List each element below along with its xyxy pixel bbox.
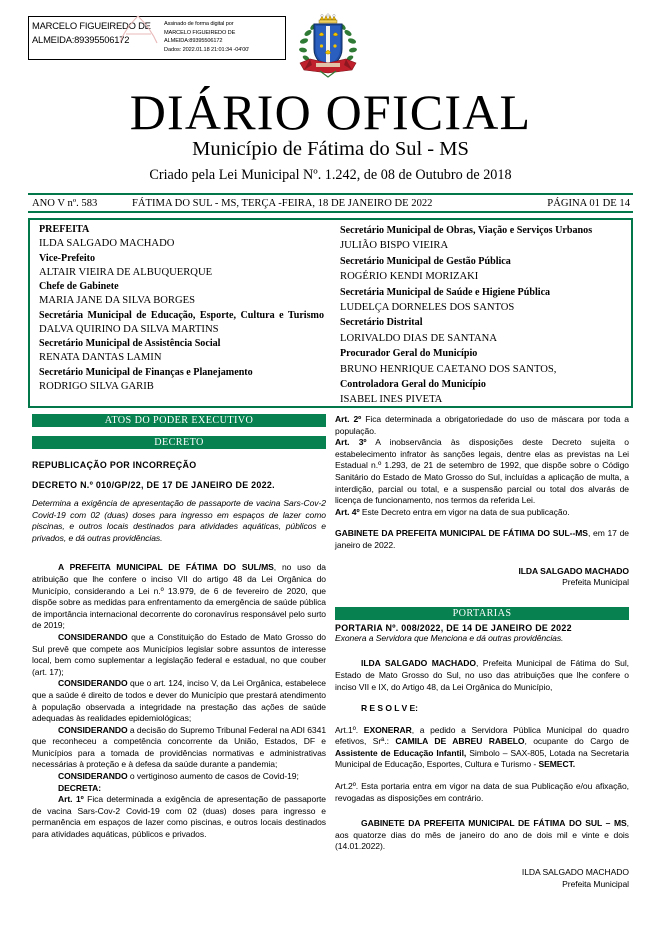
section-header-atos: ATOS DO PODER EXECUTIVO bbox=[32, 414, 326, 427]
signature-meta-line-1: Assinado de forma digital por bbox=[164, 21, 234, 27]
secretariat-acronym: SEMECT. bbox=[538, 759, 576, 770]
art-label: Art. 2º bbox=[335, 414, 362, 424]
portaria-resolve: R E S O L V E: bbox=[361, 703, 418, 714]
decreto-signer-role: Prefeita Municipal bbox=[562, 577, 629, 588]
decreto-ementa: Determina a exigência de apresentação de passaporte de vacina Sars-Cov-2 Covid-19 com 02 (duas) doses para ingresso em espaços de lazer como piscinas, e outros locais destinados para atividades aquáticas, públicos e privados, e dá outras providências. bbox=[32, 498, 326, 543]
decreto-art-3 bbox=[335, 437, 629, 507]
portaria-signer-name: ILDA SALGADO MACHADO bbox=[521, 867, 629, 878]
decreta-label: DECRETA: bbox=[58, 782, 102, 793]
section-header-decreto: DECRETO bbox=[32, 436, 326, 449]
republicacao-heading: REPUBLICAÇÃO POR INCORREÇÃO bbox=[32, 460, 197, 470]
official-name: RENATA DANTAS LAMIN bbox=[39, 352, 162, 364]
portaria-preambulo-bold: ILDA SALGADO MACHADO bbox=[361, 658, 476, 669]
signature-name: MARCELO FIGUEIREDO DE ALMEIDA:89395506172 bbox=[32, 20, 151, 45]
infobar-year-issue: ANO V nº. 583 bbox=[32, 197, 98, 209]
coat-of-arms-icon bbox=[292, 13, 364, 81]
official-name: LORIVALDO DIAS DE SANTANA bbox=[340, 332, 497, 344]
signature-meta-line-4: Dados: 2022.01.18 21:01:34 -04'00' bbox=[164, 46, 250, 53]
considerando-text: que a Constituição do Estado de Mato Grosso do Sul prevê que compete aos Municípios legislar sobre assuntos de interesse local, bem como suplementar a legislação federal e estadual, no que couber (art. 17); bbox=[32, 631, 326, 677]
portaria-ementa: Exonera a Servidora que Menciona e dá outras providências. bbox=[335, 632, 564, 643]
considerando-text: que o art. 124, inciso V, da Lei Orgânica, estabelece que a saúde é direito de todos e dever do Município que prestará atendimento à população observada a integridade na prestação das ações de saúde adequadas às realidades epidemiológicas; bbox=[32, 678, 326, 724]
infobar-place-date: FÁTIMA DO SUL - MS, TERÇA -FEIRA, 18 DE JANEIRO DE 2022 bbox=[132, 197, 433, 209]
official-name: BRUNO HENRIQUE CAETANO DOS SANTOS, bbox=[340, 363, 557, 375]
decreto-number-heading: DECRETO N.º 010/GP/22, DE 17 DE JANEIRO DE 2022. bbox=[32, 480, 275, 490]
considerando-label: CONSIDERANDO bbox=[58, 678, 128, 689]
official-role: Chefe de Gabinete bbox=[39, 281, 119, 292]
portaria-preambulo-rest: , Prefeita Municipal de Fátima do Sul, Estado de Mato Grosso do Sul, no uso das atribuições que lhe confere o inciso VII e IX, do Artigo 48, da Lei Orgânica do Município, bbox=[335, 658, 629, 692]
art-label: Art. 1º bbox=[58, 794, 84, 805]
gabinete-date: , em 17 de janeiro de 2022. bbox=[335, 528, 629, 550]
signature-meta-line-2: MARCELO FIGUEIREDO DE bbox=[164, 29, 236, 36]
art-text: Fica determinada a obrigatoriedade do uso de máscara por toda a população. bbox=[335, 414, 629, 436]
officials-column-left bbox=[30, 223, 330, 406]
official-role: Secretário Municipal de Gestão Pública bbox=[340, 255, 511, 267]
official-role: PREFEITA bbox=[39, 224, 90, 235]
gabinete-line-2: DO SUL – MS bbox=[568, 818, 627, 829]
art-text-b: , ocupante do Cargo de bbox=[524, 736, 629, 747]
gabinete-date: , aos quatorze dias do mês de janeiro do ano de dois mil e vinte e dois (14.01.2022). bbox=[335, 818, 629, 852]
infobar-page-number: PÁGINA 01 DE 14 bbox=[547, 197, 630, 209]
gabinete-line-2: -MS bbox=[572, 528, 588, 539]
gabinete-line-1: GABINETE DA PREFEITA MUNICIPAL DE FÁTIMA bbox=[361, 818, 566, 829]
decreto-preambulo bbox=[32, 562, 326, 632]
official-name: MARIA JANE DA SILVA BORGES bbox=[39, 295, 195, 307]
digital-signature-stamp bbox=[28, 16, 286, 60]
official-role: Secretário Municipal de Finanças e Planejamento bbox=[39, 366, 253, 378]
official-role: Secretário Municipal de Assistência Social bbox=[39, 338, 221, 349]
decreto-considerando-1 bbox=[32, 632, 326, 678]
infobar bbox=[28, 195, 633, 212]
official-name: RODRIGO SILVA GARIB bbox=[39, 380, 154, 392]
signature-metadata bbox=[161, 17, 285, 59]
masthead-law-line: Criado pela Lei Municipal Nº. 1.242, de 08 de Outubro de 2018 bbox=[149, 167, 512, 183]
considerando-label: CONSIDERANDO bbox=[58, 724, 128, 735]
art-label: Art. 4º bbox=[335, 506, 360, 517]
decreto-considerando-3 bbox=[32, 725, 326, 771]
decreto-art-1 bbox=[32, 794, 326, 840]
art-text: Este Decreto entra em vigor na data de sua publicação. bbox=[359, 506, 570, 517]
official-role: Secretário Distrital bbox=[340, 317, 423, 329]
page-title: DIÁRIO OFICIAL bbox=[129, 84, 532, 140]
portaria-preambulo bbox=[335, 658, 629, 693]
considerando-text: a decisão do Supremo Tribunal Federal na ADI 6341 que reconheceu a competência concorrente da União, Estados, DF e Municípios para a tomada de providências normativas e administrativas necessárias à proteção e à defesa da saúde durante a pandemia; bbox=[32, 724, 327, 770]
official-name: LUDELÇA DORNELES DOS SANTOS bbox=[340, 302, 515, 314]
art-text-a: , a pedido a Servidora Pública Municipal do quadro efetivos, Srª.: bbox=[335, 724, 629, 747]
official-role: Secretária Municipal de Saúde e Higiene Pública bbox=[340, 286, 551, 298]
art-text-c: Simbolo – SAX-805, Lotada na Secretaria Municipal de Educação, Esportes, Cultura e Turismo - bbox=[335, 747, 630, 770]
official-name: ROGÉRIO KENDI MORIZAKI bbox=[340, 271, 479, 283]
exonerated-person-cargo: Assistente de Educação Infantil, bbox=[335, 747, 467, 758]
decreto-considerando-4 bbox=[32, 771, 326, 783]
officials-box bbox=[28, 218, 633, 408]
official-role: Controladora Geral do Município bbox=[340, 379, 486, 391]
official-name: ISABEL INES PIVETA bbox=[340, 394, 443, 406]
body-column-left bbox=[32, 414, 326, 841]
official-name: ILDA SALGADO MACHADO bbox=[39, 238, 175, 250]
decreto-preambulo-rest: , no uso da atribuição que lhe confere o inciso VII do artigo 48 da Lei Orgânica do Município, considerando a Lei n.º 13.979, de 6 de fevereiro de 2020, que dispõe sobre as medidas para enfrentamento da emergência de saúde pública de importância internacional decorrente do coronavírus responsável pelo surto de 2019; bbox=[32, 562, 326, 631]
official-role: Procurador Geral do Município bbox=[340, 348, 478, 360]
decreto-considerando-2 bbox=[32, 678, 326, 724]
art-text: A inobservância às disposições deste Decreto sujeita o estabelecimento infrator às sanções legais, dentre elas as previstas na Lei Estadual n.º 1.293, de 21 de setembro de 1992, que dispõe sobre o Código Sanitário do Estado de Mato Grosso do Sul, incluídas a aplicação de multa, a interdição, parcial ou total, e a suspensão parcial ou total dos alvarás de licença de funcionamento, nos termos da referida Lei. bbox=[335, 437, 629, 506]
considerando-label: CONSIDERANDO bbox=[58, 771, 128, 782]
decreto-art-2 bbox=[335, 414, 629, 437]
official-role: Vice-Prefeito bbox=[39, 252, 96, 264]
portaria-signer-role: Prefeita Municipal bbox=[562, 878, 629, 889]
masthead-subtitle: Município de Fátima do Sul - MS bbox=[192, 138, 469, 160]
section-header-portarias: PORTARIAS bbox=[335, 607, 629, 620]
considerando-text: o vertiginoso aumento de casos de Covid-19; bbox=[127, 771, 299, 782]
art-prefix: Art.1º. bbox=[335, 724, 364, 735]
masthead bbox=[0, 86, 661, 185]
considerando-label: CONSIDERANDO bbox=[58, 631, 128, 642]
gabinete-line-1: GABINETE DA PREFEITA MUNICIPAL DE FÁTIMA DO SUL- bbox=[335, 528, 573, 539]
infobar-bottom-rule bbox=[28, 211, 633, 213]
official-name: DALVA QUIRINO DA SILVA MARTINS bbox=[39, 323, 219, 335]
exonerated-person-name: CAMILA DE ABREU RABELO bbox=[395, 736, 525, 747]
portaria-art-2: Art.2º. Esta portaria entra em vigor na data de sua Publicação e/ou afixação, revogadas as disposições em contrário. bbox=[335, 781, 629, 803]
official-role: Secretário Municipal de Obras, Viação e Serviços Urbanos bbox=[340, 225, 593, 236]
officials-column-right bbox=[330, 223, 631, 406]
decreto-gabinete bbox=[335, 528, 629, 551]
decreto-art-4 bbox=[335, 507, 629, 519]
official-name: ALTAIR VIEIRA DE ALBUQUERQUE bbox=[39, 266, 213, 278]
portaria-art-1 bbox=[335, 725, 629, 771]
art-label: Art. 3º bbox=[335, 437, 367, 448]
signature-meta-line-3: ALMEIDA:89395506172 bbox=[164, 38, 223, 45]
portaria-number-heading: PORTARIA Nº. 008/2022, DE 14 DE JANEIRO DE 2022 bbox=[335, 622, 572, 633]
exonerar-label: EXONERAR bbox=[363, 724, 412, 735]
decreto-signer-name: ILDA SALGADO MACHADO bbox=[518, 565, 629, 576]
art-text: Fica determinada a exigência de apresentação de passaporte de vacina Sars-Cov-2 Covid-19 com 02 (duas) doses para ingresso e permanência em espaços de lazer como piscinas, e outros locais destinados para atividades aquáticas, públicos e privados. bbox=[32, 794, 326, 840]
official-role: Secretária Municipal de Educação, Esporte, Cultura e Turismo bbox=[39, 309, 324, 321]
body-column-right bbox=[335, 414, 629, 890]
official-name: JULIÃO BISPO VIEIRA bbox=[340, 240, 449, 252]
decreto-preambulo-bold: A PREFEITA MUNICIPAL DE FÁTIMA DO SUL/MS bbox=[58, 562, 274, 573]
portaria-gabinete bbox=[335, 818, 629, 853]
